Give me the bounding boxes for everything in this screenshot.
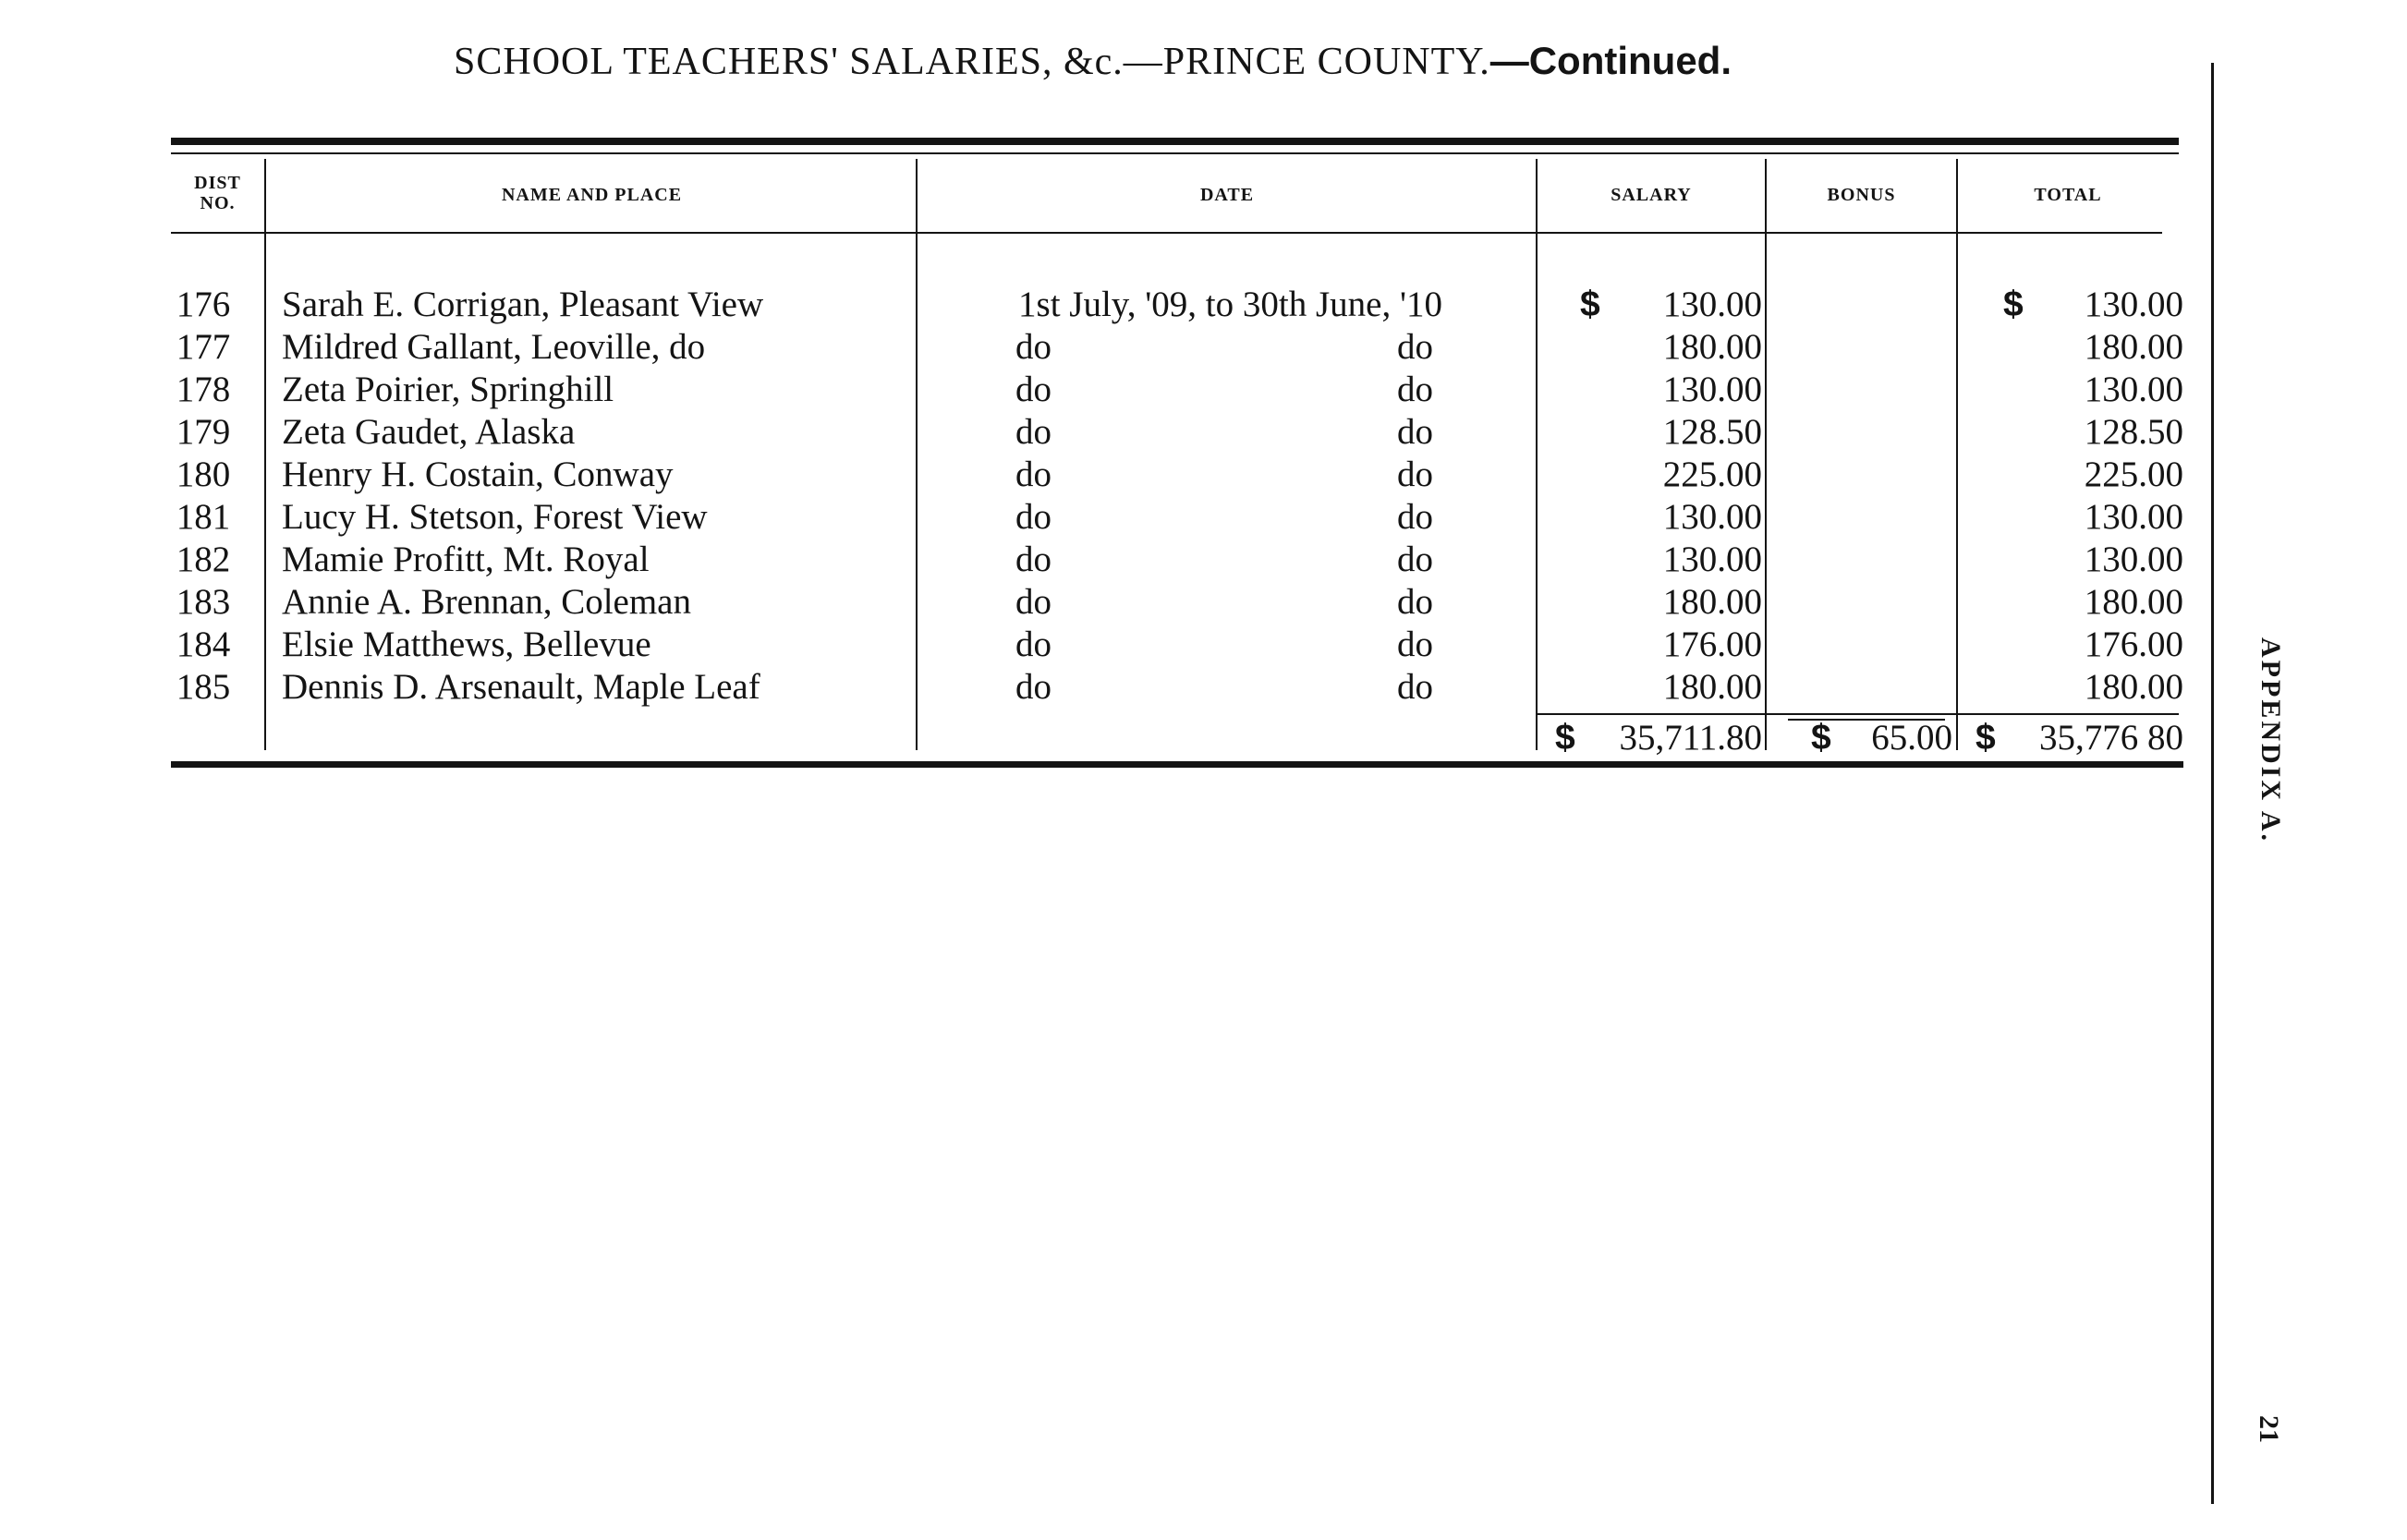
date-ditto-start: do bbox=[1015, 327, 1052, 367]
salary-value: 130.00 bbox=[1662, 540, 1762, 579]
dist-number: 179 bbox=[176, 412, 231, 452]
date-ditto-start: do bbox=[1015, 540, 1052, 579]
page-title bbox=[0, 39, 2185, 84]
total-value: 180.00 bbox=[2084, 327, 2183, 367]
table-row bbox=[0, 284, 2218, 326]
date-ditto-start: do bbox=[1015, 370, 1052, 409]
date-ditto-end: do bbox=[1397, 370, 1433, 409]
table-row bbox=[0, 454, 2218, 496]
table-row bbox=[0, 581, 2218, 624]
salary-value: 180.00 bbox=[1662, 667, 1762, 707]
date-ditto-end: do bbox=[1397, 497, 1433, 537]
dist-number: 180 bbox=[176, 455, 231, 494]
salary-value: 180.00 bbox=[1662, 327, 1762, 367]
total-value: 130.00 bbox=[2084, 370, 2183, 409]
total-value: 130.00 bbox=[2084, 540, 2183, 579]
header-salary: SALARY bbox=[1611, 185, 1692, 205]
dollar-sign: $ bbox=[1975, 718, 1996, 758]
table-row bbox=[0, 539, 2218, 581]
totals-row bbox=[0, 717, 2218, 759]
name-place: Mildred Gallant, Leoville, do bbox=[282, 327, 706, 367]
page-number: 21 bbox=[2254, 1415, 2284, 1443]
dollar-sign: $ bbox=[1555, 718, 1575, 758]
dist-number: 178 bbox=[176, 370, 231, 409]
page-title-main: SCHOOL TEACHERS' SALARIES, &c.—PRINCE COUNTY. bbox=[453, 41, 1490, 83]
table-row bbox=[0, 369, 2218, 411]
table-bottom-rule bbox=[171, 761, 2183, 768]
appendix-label: APPENDIX A. bbox=[2255, 637, 2286, 844]
table-top-thin-rule bbox=[171, 152, 2179, 154]
date-ditto-end: do bbox=[1397, 624, 1433, 664]
header-dist-line2: NO. bbox=[200, 193, 236, 213]
dist-number: 181 bbox=[176, 497, 231, 537]
date-ditto-end: do bbox=[1397, 540, 1433, 579]
date-range: 1st July, '09, to 30th June, '10 bbox=[1018, 285, 1442, 324]
table-row bbox=[0, 666, 2218, 709]
total-value: 180.00 bbox=[2084, 667, 2183, 707]
name-place: Elsie Matthews, Bellevue bbox=[282, 624, 651, 664]
dist-number: 177 bbox=[176, 327, 231, 367]
salary-value: 180.00 bbox=[1662, 582, 1762, 622]
header-date: DATE bbox=[1199, 185, 1255, 205]
date-ditto-start: do bbox=[1015, 412, 1052, 452]
table-row bbox=[0, 624, 2218, 666]
salary-value: 130.00 bbox=[1662, 285, 1762, 324]
date-ditto-end: do bbox=[1397, 455, 1433, 494]
dist-number: 182 bbox=[176, 540, 231, 579]
date-ditto-end: do bbox=[1397, 582, 1433, 622]
total-value: 128.50 bbox=[2084, 412, 2183, 452]
salary-value: 225.00 bbox=[1662, 455, 1762, 494]
table-row bbox=[0, 496, 2218, 539]
table-top-thick-rule bbox=[171, 138, 2179, 145]
total-value: 130.00 bbox=[2084, 285, 2183, 324]
name-place: Henry H. Costain, Conway bbox=[282, 455, 674, 494]
name-place: Sarah E. Corrigan, Pleasant View bbox=[282, 285, 764, 324]
salary-total: 35,711.80 bbox=[1619, 718, 1762, 758]
total-value: 180.00 bbox=[2084, 582, 2183, 622]
right-margin-rule bbox=[2211, 63, 2214, 1504]
name-place: Zeta Poirier, Springhill bbox=[282, 370, 614, 409]
salary-value: 176.00 bbox=[1662, 624, 1762, 664]
dist-number: 176 bbox=[176, 285, 231, 324]
date-ditto-start: do bbox=[1015, 497, 1052, 537]
page-title-continued: —Continued. bbox=[1489, 39, 1732, 82]
dollar-sign: $ bbox=[1580, 285, 1600, 324]
salary-value: 130.00 bbox=[1662, 497, 1762, 537]
salary-value: 128.50 bbox=[1662, 412, 1762, 452]
table-row bbox=[0, 326, 2218, 369]
date-ditto-end: do bbox=[1397, 327, 1433, 367]
header-bottom-rule bbox=[171, 232, 2162, 234]
header-bonus: BONUS bbox=[1827, 185, 1896, 205]
grand-total: 35,776 80 bbox=[2039, 718, 2183, 758]
name-place: Dennis D. Arsenault, Maple Leaf bbox=[282, 667, 760, 707]
total-value: 225.00 bbox=[2084, 455, 2183, 494]
header-total: TOTAL bbox=[2034, 185, 2102, 205]
date-ditto-start: do bbox=[1015, 582, 1052, 622]
date-ditto-end: do bbox=[1397, 667, 1433, 707]
bonus-total: 65.00 bbox=[1871, 718, 1952, 758]
name-place: Zeta Gaudet, Alaska bbox=[282, 412, 576, 452]
dollar-sign: $ bbox=[2003, 285, 2024, 324]
header-dist-no bbox=[174, 173, 261, 213]
date-ditto-start: do bbox=[1015, 667, 1052, 707]
name-place: Annie A. Brennan, Coleman bbox=[282, 582, 691, 622]
header-name-place: NAME AND PLACE bbox=[501, 185, 683, 205]
table-row bbox=[0, 411, 2218, 454]
date-ditto-start: do bbox=[1015, 624, 1052, 664]
dollar-sign: $ bbox=[1811, 718, 1831, 758]
salary-value: 130.00 bbox=[1662, 370, 1762, 409]
date-ditto-start: do bbox=[1015, 455, 1052, 494]
name-place: Lucy H. Stetson, Forest View bbox=[282, 497, 708, 537]
name-place: Mamie Profitt, Mt. Royal bbox=[282, 540, 650, 579]
dist-number: 184 bbox=[176, 624, 231, 664]
dist-number: 183 bbox=[176, 582, 231, 622]
header-dist-line1: DIST bbox=[194, 173, 241, 193]
total-value: 176.00 bbox=[2084, 624, 2183, 664]
sum-rule bbox=[1538, 713, 2179, 715]
dist-number: 185 bbox=[176, 667, 231, 707]
total-value: 130.00 bbox=[2084, 497, 2183, 537]
date-ditto-end: do bbox=[1397, 412, 1433, 452]
